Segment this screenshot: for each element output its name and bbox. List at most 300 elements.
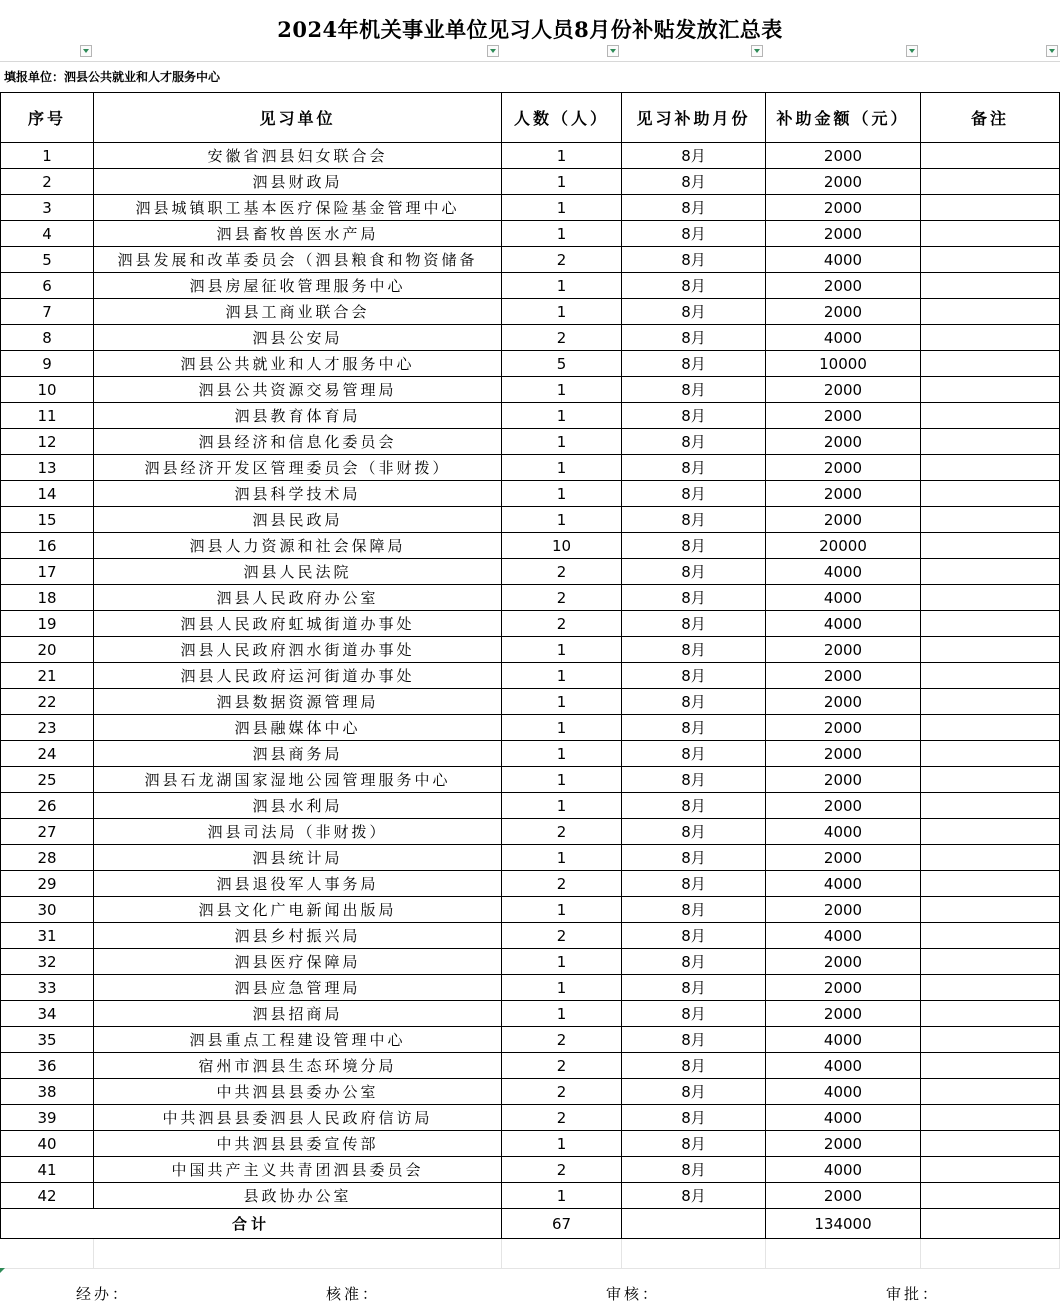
cell-amount[interactable]: 2000	[766, 1131, 921, 1157]
cell-amount[interactable]: 2000	[766, 195, 921, 221]
table-row	[1, 403, 1060, 429]
reporting-unit-row	[0, 61, 1060, 92]
cell-unit[interactable]: 泗县经济开发区管理委员会（非财拨）	[94, 455, 502, 481]
cell-month[interactable]: 8月	[622, 819, 766, 845]
cell-count[interactable]: 2	[502, 611, 622, 637]
cell-month[interactable]: 8月	[622, 871, 766, 897]
table-header-row	[1, 93, 1060, 143]
cell-amount[interactable]: 2000	[766, 793, 921, 819]
cell-month[interactable]: 8月	[622, 455, 766, 481]
cell-amount[interactable]: 2000	[766, 403, 921, 429]
cell-unit[interactable]: 泗县公安局	[94, 325, 502, 351]
cell-unit[interactable]: 泗县石龙湖国家湿地公园管理服务中心	[94, 767, 502, 793]
cell-amount[interactable]: 2000	[766, 845, 921, 871]
cell-amount[interactable]: 2000	[766, 897, 921, 923]
cell-unit[interactable]: 泗县城镇职工基本医疗保险基金管理中心	[94, 195, 502, 221]
cell-count[interactable]: 2	[502, 559, 622, 585]
cell-unit[interactable]: 泗县商务局	[94, 741, 502, 767]
cell-amount[interactable]: 2000	[766, 663, 921, 689]
total-month-cell[interactable]	[622, 1209, 766, 1239]
cell-note[interactable]	[921, 663, 1060, 689]
cell-count[interactable]: 10	[502, 533, 622, 559]
cell-unit[interactable]: 泗县民政局	[94, 507, 502, 533]
cell-seq[interactable]: 36	[1, 1053, 94, 1079]
cell-amount[interactable]: 4000	[766, 1027, 921, 1053]
cell-unit[interactable]: 泗县人民政府虹城街道办事处	[94, 611, 502, 637]
cell-unit[interactable]: 中共泗县县委泗县人民政府信访局	[94, 1105, 502, 1131]
cell-note[interactable]	[921, 325, 1060, 351]
cell-amount[interactable]: 4000	[766, 247, 921, 273]
cell-unit[interactable]: 泗县房屋征收管理服务中心	[94, 273, 502, 299]
cell-unit[interactable]: 泗县医疗保障局	[94, 949, 502, 975]
filter-dropdown-icon[interactable]	[1046, 45, 1058, 57]
table-row	[1, 585, 1060, 611]
cell-month[interactable]: 8月	[622, 975, 766, 1001]
table-row	[1, 143, 1060, 169]
cell-month[interactable]: 8月	[622, 663, 766, 689]
cell-seq[interactable]: 5	[1, 247, 94, 273]
cell-seq[interactable]: 29	[1, 871, 94, 897]
cell-unit[interactable]: 中共泗县县委办公室	[94, 1079, 502, 1105]
cell-note[interactable]	[921, 715, 1060, 741]
cell-seq[interactable]: 14	[1, 481, 94, 507]
cell-seq[interactable]: 30	[1, 897, 94, 923]
cell-unit[interactable]: 泗县经济和信息化委员会	[94, 429, 502, 455]
cell-unit[interactable]: 泗县人民法院	[94, 559, 502, 585]
table-row	[1, 1105, 1060, 1131]
table-row	[1, 871, 1060, 897]
cell-note[interactable]	[921, 793, 1060, 819]
cell-month[interactable]: 8月	[622, 143, 766, 169]
cell-month[interactable]: 8月	[622, 1183, 766, 1209]
cell-note[interactable]	[921, 611, 1060, 637]
cell-note[interactable]	[921, 507, 1060, 533]
cell-seq[interactable]: 40	[1, 1131, 94, 1157]
cell-month[interactable]: 8月	[622, 741, 766, 767]
cell-count[interactable]: 1	[502, 897, 622, 923]
cell-note[interactable]	[921, 767, 1060, 793]
cell-seq[interactable]: 1	[1, 143, 94, 169]
cell-unit[interactable]: 泗县公共资源交易管理局	[94, 377, 502, 403]
cell-seq[interactable]: 12	[1, 429, 94, 455]
cell-note[interactable]	[921, 845, 1060, 871]
cell-note[interactable]	[921, 1183, 1060, 1209]
cell-amount[interactable]: 4000	[766, 611, 921, 637]
table-row	[1, 897, 1060, 923]
table-row	[1, 481, 1060, 507]
cell-unit[interactable]: 泗县畜牧兽医水产局	[94, 221, 502, 247]
cell-amount[interactable]: 2000	[766, 299, 921, 325]
cell-amount[interactable]: 2000	[766, 507, 921, 533]
title-row	[0, 0, 1060, 62]
cell-amount[interactable]: 2000	[766, 169, 921, 195]
cell-month[interactable]: 8月	[622, 793, 766, 819]
cell-count[interactable]: 1	[502, 689, 622, 715]
cell-count[interactable]: 1	[502, 715, 622, 741]
cell-seq[interactable]: 38	[1, 1079, 94, 1105]
table-row	[1, 221, 1060, 247]
cell-note[interactable]	[921, 819, 1060, 845]
cell-unit[interactable]: 泗县人民政府运河街道办事处	[94, 663, 502, 689]
cell-seq[interactable]: 20	[1, 637, 94, 663]
cell-seq[interactable]: 16	[1, 533, 94, 559]
cell-count[interactable]: 1	[502, 1131, 622, 1157]
cell-amount[interactable]: 20000	[766, 533, 921, 559]
cell-count[interactable]: 1	[502, 507, 622, 533]
cell-count[interactable]: 1	[502, 663, 622, 689]
cell-amount[interactable]: 2000	[766, 715, 921, 741]
cell-count[interactable]: 2	[502, 1027, 622, 1053]
cell-amount[interactable]: 4000	[766, 923, 921, 949]
cell-note[interactable]	[921, 351, 1060, 377]
cell-note[interactable]	[921, 429, 1060, 455]
table-row	[1, 507, 1060, 533]
cell-note[interactable]	[921, 637, 1060, 663]
cell-amount[interactable]: 2000	[766, 975, 921, 1001]
cell-month[interactable]: 8月	[622, 299, 766, 325]
cell-count[interactable]: 2	[502, 585, 622, 611]
cell-seq[interactable]: 27	[1, 819, 94, 845]
cell-seq[interactable]: 18	[1, 585, 94, 611]
cell-note[interactable]	[921, 897, 1060, 923]
cell-seq[interactable]: 28	[1, 845, 94, 871]
cell-amount[interactable]: 2000	[766, 767, 921, 793]
table-row	[1, 949, 1060, 975]
table-row	[1, 1001, 1060, 1027]
header-month[interactable]: 见习补助月份	[622, 93, 766, 143]
table-body	[1, 143, 1060, 1209]
table-row	[1, 429, 1060, 455]
cell-month[interactable]: 8月	[622, 169, 766, 195]
table-row	[1, 715, 1060, 741]
cell-note[interactable]	[921, 1027, 1060, 1053]
table-row	[1, 533, 1060, 559]
cell-seq[interactable]: 10	[1, 377, 94, 403]
cell-unit[interactable]: 泗县人民政府办公室	[94, 585, 502, 611]
cell-seq[interactable]: 34	[1, 1001, 94, 1027]
cell-seq[interactable]: 24	[1, 741, 94, 767]
cell-unit[interactable]: 泗县人力资源和社会保障局	[94, 533, 502, 559]
cell-amount[interactable]: 4000	[766, 325, 921, 351]
total-row	[1, 1209, 1060, 1239]
cell-note[interactable]	[921, 871, 1060, 897]
cell-note[interactable]	[921, 741, 1060, 767]
filter-dropdown-icon[interactable]	[487, 45, 499, 57]
cell-seq[interactable]: 41	[1, 1157, 94, 1183]
cell-note[interactable]	[921, 689, 1060, 715]
cell-count[interactable]: 1	[502, 793, 622, 819]
cell-month[interactable]: 8月	[622, 637, 766, 663]
cell-amount[interactable]: 2000	[766, 221, 921, 247]
cell-amount[interactable]: 4000	[766, 559, 921, 585]
cell-note[interactable]	[921, 221, 1060, 247]
cell-note[interactable]	[921, 403, 1060, 429]
cell-amount[interactable]: 2000	[766, 429, 921, 455]
cell-note[interactable]	[921, 533, 1060, 559]
cell-note[interactable]	[921, 195, 1060, 221]
cell-note[interactable]	[921, 455, 1060, 481]
cell-count[interactable]: 2	[502, 247, 622, 273]
table-row	[1, 793, 1060, 819]
cell-unit[interactable]: 泗县乡村振兴局	[94, 923, 502, 949]
subsidy-table	[0, 92, 1060, 1239]
header-amount[interactable]: 补助金额（元）	[766, 93, 921, 143]
cell-note[interactable]	[921, 1079, 1060, 1105]
cell-month[interactable]: 8月	[622, 1027, 766, 1053]
total-label[interactable]: 合计	[1, 1209, 502, 1239]
cell-amount[interactable]: 2000	[766, 273, 921, 299]
cell-note[interactable]	[921, 1001, 1060, 1027]
cell-count[interactable]: 1	[502, 767, 622, 793]
cell-month[interactable]: 8月	[622, 533, 766, 559]
cell-count[interactable]: 1	[502, 429, 622, 455]
cell-amount[interactable]: 4000	[766, 819, 921, 845]
cell-seq[interactable]: 35	[1, 1027, 94, 1053]
cell-note[interactable]	[921, 1131, 1060, 1157]
cell-unit[interactable]: 中共泗县县委宣传部	[94, 1131, 502, 1157]
cell-month[interactable]: 8月	[622, 1001, 766, 1027]
cell-amount[interactable]: 4000	[766, 1053, 921, 1079]
cell-seq[interactable]: 15	[1, 507, 94, 533]
cell-count[interactable]: 2	[502, 1105, 622, 1131]
filter-dropdown-icon[interactable]	[607, 45, 619, 57]
cell-count[interactable]: 1	[502, 1183, 622, 1209]
cell-seq[interactable]: 11	[1, 403, 94, 429]
cell-month[interactable]: 8月	[622, 715, 766, 741]
cell-count[interactable]: 1	[502, 455, 622, 481]
cell-seq[interactable]: 23	[1, 715, 94, 741]
cell-count[interactable]: 1	[502, 481, 622, 507]
cell-amount[interactable]: 2000	[766, 949, 921, 975]
cell-unit[interactable]: 泗县退役军人事务局	[94, 871, 502, 897]
cell-amount[interactable]: 2000	[766, 741, 921, 767]
cell-month[interactable]: 8月	[622, 1105, 766, 1131]
cell-seq[interactable]: 7	[1, 299, 94, 325]
cell-note[interactable]	[921, 585, 1060, 611]
cell-count[interactable]: 2	[502, 923, 622, 949]
signature-row	[0, 1269, 1060, 1314]
cell-note[interactable]	[921, 559, 1060, 585]
cell-seq[interactable]: 32	[1, 949, 94, 975]
cell-unit[interactable]: 泗县工商业联合会	[94, 299, 502, 325]
cell-amount[interactable]: 2000	[766, 1001, 921, 1027]
cell-unit[interactable]: 泗县数据资源管理局	[94, 689, 502, 715]
cell-seq[interactable]: 3	[1, 195, 94, 221]
cell-amount[interactable]: 4000	[766, 1157, 921, 1183]
cell-month[interactable]: 8月	[622, 845, 766, 871]
cell-note[interactable]	[921, 273, 1060, 299]
cell-amount[interactable]: 2000	[766, 689, 921, 715]
cell-amount[interactable]: 2000	[766, 143, 921, 169]
cell-month[interactable]: 8月	[622, 325, 766, 351]
cell-month[interactable]: 8月	[622, 585, 766, 611]
cell-month[interactable]: 8月	[622, 897, 766, 923]
cell-month[interactable]: 8月	[622, 1131, 766, 1157]
cell-month[interactable]: 8月	[622, 403, 766, 429]
cell-month[interactable]: 8月	[622, 611, 766, 637]
cell-month[interactable]: 8月	[622, 923, 766, 949]
cell-month[interactable]: 8月	[622, 1053, 766, 1079]
cell-unit[interactable]: 泗县科学技术局	[94, 481, 502, 507]
cell-note[interactable]	[921, 1053, 1060, 1079]
cell-count[interactable]: 1	[502, 273, 622, 299]
cell-note[interactable]	[921, 923, 1060, 949]
cell-count[interactable]: 1	[502, 741, 622, 767]
cell-note[interactable]	[921, 247, 1060, 273]
cell-amount[interactable]: 4000	[766, 1079, 921, 1105]
cell-month[interactable]: 8月	[622, 767, 766, 793]
cell-month[interactable]: 8月	[622, 559, 766, 585]
cell-unit[interactable]: 泗县财政局	[94, 169, 502, 195]
cell-note[interactable]	[921, 143, 1060, 169]
cell-unit[interactable]: 县政协办公室	[94, 1183, 502, 1209]
cell-month[interactable]: 8月	[622, 1157, 766, 1183]
table-row	[1, 1053, 1060, 1079]
cell-count[interactable]: 1	[502, 143, 622, 169]
cell-seq[interactable]: 8	[1, 325, 94, 351]
cell-seq[interactable]: 21	[1, 663, 94, 689]
table-row	[1, 1027, 1060, 1053]
cell-month[interactable]: 8月	[622, 377, 766, 403]
cell-amount[interactable]: 2000	[766, 455, 921, 481]
filter-dropdown-icon[interactable]	[80, 45, 92, 57]
table-row	[1, 169, 1060, 195]
cell-count[interactable]: 5	[502, 351, 622, 377]
cell-seq[interactable]: 33	[1, 975, 94, 1001]
cell-unit[interactable]: 泗县重点工程建设管理中心	[94, 1027, 502, 1053]
cell-seq[interactable]: 13	[1, 455, 94, 481]
cell-seq[interactable]: 17	[1, 559, 94, 585]
cell-unit[interactable]: 中国共产主义共青团泗县委员会	[94, 1157, 502, 1183]
cell-unit[interactable]: 泗县教育体育局	[94, 403, 502, 429]
cell-month[interactable]: 8月	[622, 507, 766, 533]
cell-count[interactable]: 2	[502, 325, 622, 351]
cell-count[interactable]: 2	[502, 819, 622, 845]
cell-note[interactable]	[921, 169, 1060, 195]
page-title: 2024年机关事业单位见习人员8月份补贴发放汇总表	[277, 17, 783, 42]
cell-seq[interactable]: 4	[1, 221, 94, 247]
cell-count[interactable]: 2	[502, 1053, 622, 1079]
cell-month[interactable]: 8月	[622, 247, 766, 273]
filter-dropdown-icon[interactable]	[751, 45, 763, 57]
cell-unit[interactable]: 泗县文化广电新闻出版局	[94, 897, 502, 923]
cell-unit[interactable]: 泗县发展和改革委员会（泗县粮食和物资储备	[94, 247, 502, 273]
cell-note[interactable]	[921, 1157, 1060, 1183]
cell-month[interactable]: 8月	[622, 273, 766, 299]
table-row	[1, 1183, 1060, 1209]
header-unit[interactable]: 见习单位	[94, 93, 502, 143]
header-count[interactable]: 人数（人）	[502, 93, 622, 143]
cell-amount[interactable]: 4000	[766, 871, 921, 897]
table-row	[1, 325, 1060, 351]
cell-unit[interactable]: 泗县应急管理局	[94, 975, 502, 1001]
signature-approver: 核准：	[326, 1285, 381, 1303]
cell-unit[interactable]: 泗县招商局	[94, 1001, 502, 1027]
cell-unit[interactable]: 宿州市泗县生态环境分局	[94, 1053, 502, 1079]
cell-count[interactable]: 1	[502, 195, 622, 221]
cell-count[interactable]: 1	[502, 403, 622, 429]
header-seq[interactable]: 序号	[1, 93, 94, 143]
cell-note[interactable]	[921, 377, 1060, 403]
cell-count[interactable]: 2	[502, 1079, 622, 1105]
cell-month[interactable]: 8月	[622, 1079, 766, 1105]
cell-month[interactable]: 8月	[622, 429, 766, 455]
cell-amount[interactable]: 10000	[766, 351, 921, 377]
cell-note[interactable]	[921, 975, 1060, 1001]
cell-seq[interactable]: 9	[1, 351, 94, 377]
table-row	[1, 195, 1060, 221]
cell-note[interactable]	[921, 949, 1060, 975]
cell-count[interactable]: 1	[502, 221, 622, 247]
cell-month[interactable]: 8月	[622, 949, 766, 975]
cell-month[interactable]: 8月	[622, 689, 766, 715]
cell-seq[interactable]: 31	[1, 923, 94, 949]
cell-seq[interactable]: 19	[1, 611, 94, 637]
table-row	[1, 663, 1060, 689]
cell-unit[interactable]: 泗县公共就业和人才服务中心	[94, 351, 502, 377]
cell-count[interactable]: 1	[502, 845, 622, 871]
cell-unit[interactable]: 泗县司法局（非财拨）	[94, 819, 502, 845]
cell-month[interactable]: 8月	[622, 351, 766, 377]
cell-unit[interactable]: 泗县人民政府泗水街道办事处	[94, 637, 502, 663]
cell-seq[interactable]: 26	[1, 793, 94, 819]
signature-final: 审批：	[886, 1285, 941, 1303]
cell-unit[interactable]: 泗县水利局	[94, 793, 502, 819]
cell-unit[interactable]: 安徽省泗县妇女联合会	[94, 143, 502, 169]
table-row	[1, 689, 1060, 715]
cell-unit[interactable]: 泗县统计局	[94, 845, 502, 871]
cell-count[interactable]: 1	[502, 169, 622, 195]
cell-count[interactable]: 1	[502, 377, 622, 403]
cell-note[interactable]	[921, 1105, 1060, 1131]
signature-handler: 经办：	[76, 1285, 131, 1303]
cell-seq[interactable]: 2	[1, 169, 94, 195]
cell-count[interactable]: 1	[502, 949, 622, 975]
cell-amount[interactable]: 2000	[766, 377, 921, 403]
cell-count[interactable]: 1	[502, 299, 622, 325]
cell-seq[interactable]: 39	[1, 1105, 94, 1131]
cell-seq[interactable]: 42	[1, 1183, 94, 1209]
total-note-cell[interactable]	[921, 1209, 1060, 1239]
table-row	[1, 767, 1060, 793]
cell-amount[interactable]: 2000	[766, 637, 921, 663]
cell-amount[interactable]: 2000	[766, 481, 921, 507]
cell-month[interactable]: 8月	[622, 481, 766, 507]
total-amount[interactable]: 134000	[766, 1209, 921, 1239]
header-note[interactable]: 备注	[921, 93, 1060, 143]
cell-month[interactable]: 8月	[622, 221, 766, 247]
cell-note[interactable]	[921, 299, 1060, 325]
cell-month[interactable]: 8月	[622, 195, 766, 221]
cell-amount[interactable]: 4000	[766, 585, 921, 611]
table-row	[1, 975, 1060, 1001]
cell-seq[interactable]: 22	[1, 689, 94, 715]
cell-amount[interactable]: 4000	[766, 1105, 921, 1131]
cell-note[interactable]	[921, 481, 1060, 507]
cell-count[interactable]: 1	[502, 1001, 622, 1027]
cell-amount[interactable]: 2000	[766, 1183, 921, 1209]
filter-dropdown-icon[interactable]	[906, 45, 918, 57]
cell-unit[interactable]: 泗县融媒体中心	[94, 715, 502, 741]
table-row	[1, 637, 1060, 663]
cell-count[interactable]: 1	[502, 975, 622, 1001]
cell-seq[interactable]: 6	[1, 273, 94, 299]
cell-count[interactable]: 2	[502, 871, 622, 897]
cell-count[interactable]: 2	[502, 1157, 622, 1183]
cell-count[interactable]: 1	[502, 637, 622, 663]
total-count[interactable]: 67	[502, 1209, 622, 1239]
cell-seq[interactable]: 25	[1, 767, 94, 793]
